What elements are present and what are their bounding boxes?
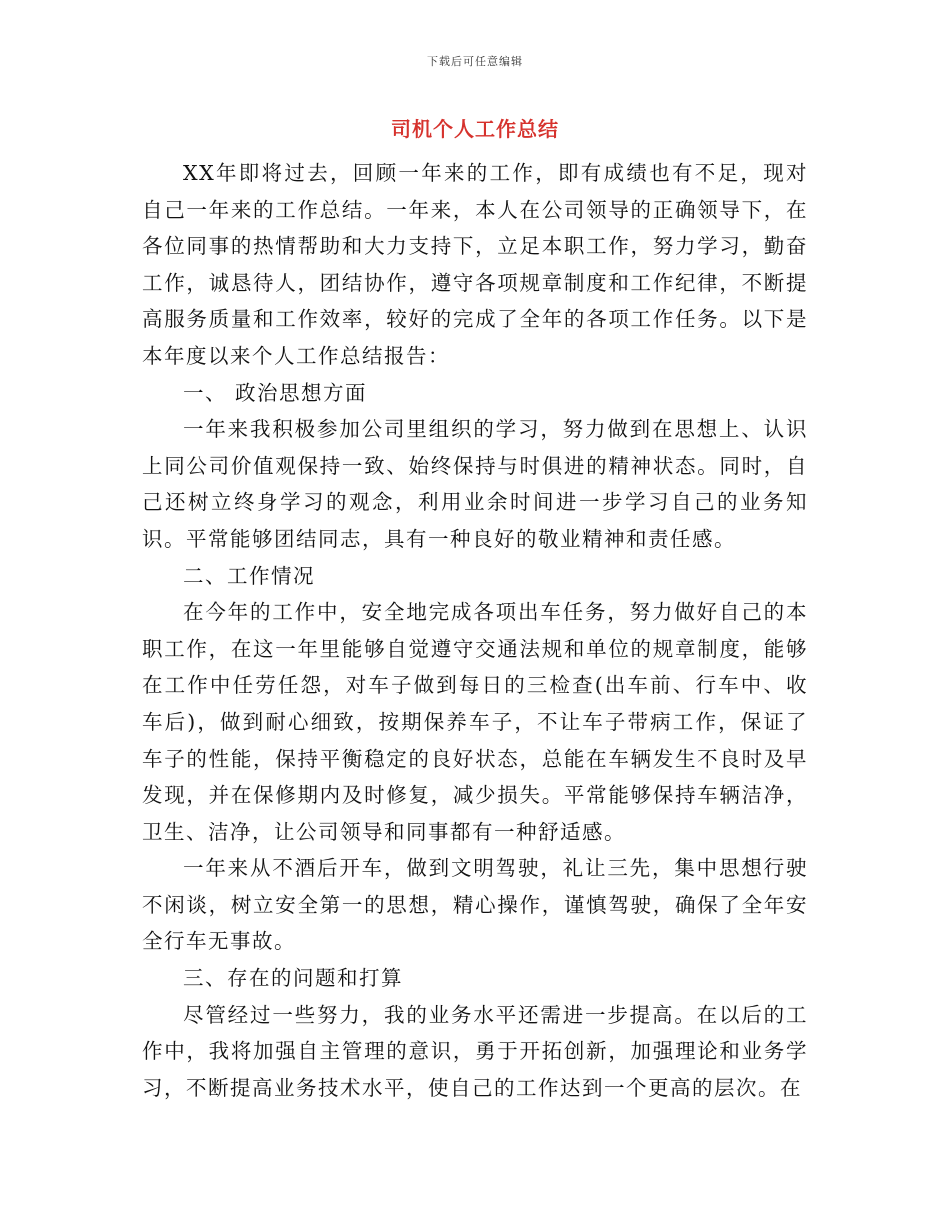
section-heading-work: 二、工作情况 bbox=[183, 563, 315, 588]
work-paragraph-2: 一年来从不酒后开车，做到文明驾驶，礼让三先，集中思想行驶不闲谈，树立安全第一的思想，精心操作，谨慎驾驶，确保了全年安全行车无事故。 bbox=[142, 856, 808, 954]
document-body bbox=[142, 155, 808, 1106]
work-paragraph-1: 在今年的工作中，安全地完成各项出车任务，努力做好自己的本职工作，在这一年里能够自觉遵守交通法规和单位的规章制度，能够在工作中任劳任怨，对车子做到每日的三检查(出车前、行车中、收车后)，做到耐心细致，按期保养车子，不让车子带病工作，保证了车子的性能，保持平衡稳定的良好状态，总能在车辆发生不良时及早发现，并在保修期内及时修复，减少损失。平常能够保持车辆洁净，卫生、洁净，让公司领导和同事都有一种舒适感。 bbox=[142, 600, 808, 844]
document-title: 司机个人工作总结 bbox=[391, 117, 559, 141]
section-heading-issues: 三、存在的问题和打算 bbox=[183, 966, 403, 991]
intro-paragraph: XX年即将过去，回顾一年来的工作，即有成绩也有不足，现对自己一年来的工作总结。一年来，本人在公司领导的正确领导下，在各位同事的热情帮助和大力支持下，立足本职工作，努力学习，勤奋工作，诚恳待人，团结协作，遵守各项规章制度和工作纪律，不断提高服务质量和工作效率，较好的完成了全年的各项工作任务。以下是本年度以来个人工作总结报告： bbox=[142, 161, 808, 368]
header-note: 下载后可任意编辑 bbox=[427, 55, 523, 68]
politics-paragraph: 一年来我积极参加公司里组织的学习，努力做到在思想上、认识上同公司价值观保持一致、始终保持与时俱进的精神状态。同时，自己还树立终身学习的观念，利用业余时间进一步学习自己的业务知识。平常能够团结同志，具有一种良好的敬业精神和责任感。 bbox=[142, 417, 808, 551]
section-heading-politics: 一、 政治思想方面 bbox=[183, 380, 368, 405]
issues-paragraph: 尽管经过一些努力，我的业务水平还需进一步提高。在以后的工作中，我将加强自主管理的意识，勇于开拓创新，加强理论和业务学习，不断提高业务技术水平，使自己的工作达到一个更高的层次。在 bbox=[142, 1002, 808, 1100]
